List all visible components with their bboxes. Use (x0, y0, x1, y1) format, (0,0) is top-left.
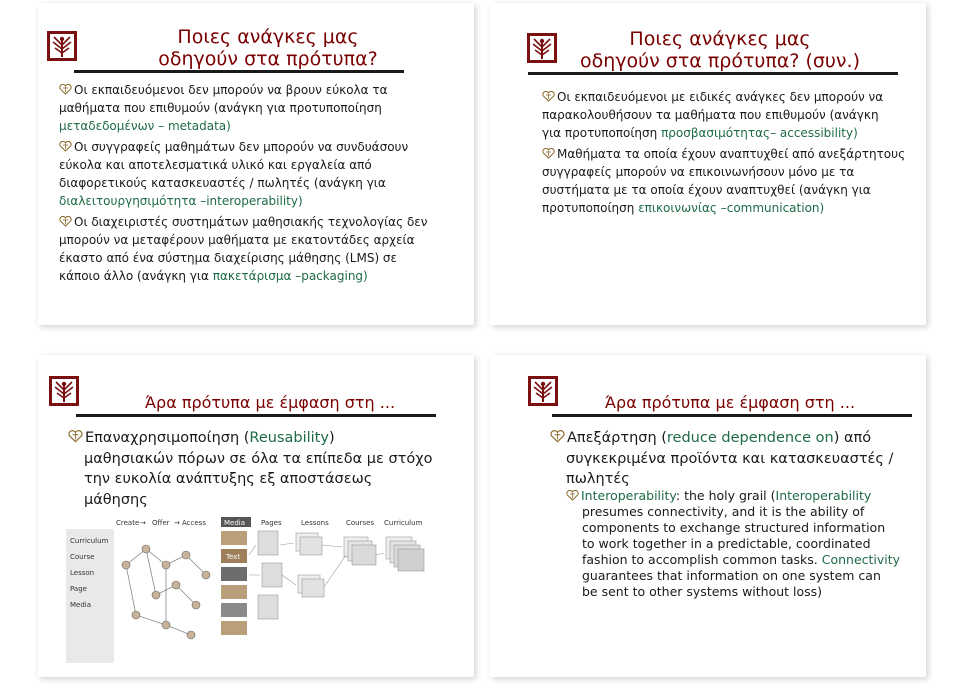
university-logo-icon (49, 376, 79, 406)
bullet-item: Μαθήματα τα οποία έχουν αναπτυχθεί από ανεξάρτητους συγγραφείς μπορούν να επικοινωνήσουν μόνο με τα συστήματα με τα οποία έχουν αναπτυχθεί (ανάγκη για προτυποποίηση επικοινωνίας –communication) (542, 147, 906, 215)
bullet-icon (59, 216, 72, 227)
slide-3-body: Επαναχρησιμοποίηση (Reusability) μαθησιακών πόρων σε όλα τα επίπεδα με στόχο την ευκολία ανάπτυξης εξ αποστάσεως μάθησης (68, 428, 468, 510)
bullet-item: Οι διαχειριστές συστημάτων μαθησιακής τεχνολογίας δεν μπορούν να μεταφέρουν μαθήματα με εκατοντάδες αρχεία έκαστο από ένα σύστημα διαχείρισης μάθησης (LMS) σε κάποιο άλλο (ανάγκη για πακετάρισμα –packaging) (59, 215, 428, 283)
level-label: Course (70, 553, 95, 561)
curriculum-column (384, 519, 424, 571)
slide-1-body (59, 81, 469, 288)
bullet-item: Οι εκπαιδευόμενοι με ειδικές ανάγκες δεν μπορούν να παρακολουθήσουν τα μαθήματα που επιθυμούν (ανάγκη για προτυποποίηση προσβασιμότητας– accessibility) (542, 90, 884, 140)
slide-4-sub-bullet: Interoperability: the holy grail (Interoperability presumes connectivity, and it is the ability of components to exchange structured information to work together in a predictable, coordinated fashion to accomplish common tasks. Connectivity guarantees that information on one system can be sent to other systems without loss) (566, 488, 926, 600)
title-underline (76, 414, 436, 417)
reusability-diagram (66, 515, 426, 665)
title-underline (74, 70, 404, 73)
bullet-item: Οι εκπαιδευόμενοι δεν μπορούν να βρουν εύκολα τα μαθήματα που επιθυμούν (ανάγκη για προτυποποίηση μεταδεδομένων – metadata) (59, 83, 388, 133)
slide-4-body: Απεξάρτηση (reduce dependence on) από συγκεκριμένα προϊόντα και κατασκευαστές / πωλητές (550, 428, 925, 490)
slide-2 (490, 3, 926, 325)
svg-text:Courses: Courses (346, 519, 375, 527)
levels-panel (66, 529, 114, 663)
bullet-icon (59, 141, 72, 152)
bullet-icon (542, 91, 555, 102)
courses-column (344, 519, 376, 565)
bullet-item: Οι συγγραφείς μαθημάτων δεν μπορούν να συνδυάσουν εύκολα και αποτελεσματικά υλικό και εργαλεία από διαφορετικούς κατασκευαστές / πωλητές (ανάγκη για διαλειτουργησιμότητα –interoperability) (59, 140, 409, 208)
university-logo-icon (528, 376, 558, 406)
text-card: Text (226, 553, 241, 561)
university-logo-icon (47, 31, 77, 61)
slide-1-title: Ποιες ανάγκες μας οδηγούν στα πρότυπα? (158, 26, 378, 70)
title-underline (552, 414, 912, 417)
svg-text:Media: Media (224, 519, 246, 527)
arrow-icon: → (174, 519, 180, 527)
slide-3-title: Άρα πρότυπα με έμφαση στη ... (144, 393, 396, 412)
slide-2-body (542, 88, 922, 220)
slide-2-title: Ποιες ανάγκες μας οδηγούν στα πρότυπα? (συν.) (579, 28, 860, 72)
level-label: Page (70, 585, 87, 593)
bullet-icon (550, 430, 565, 443)
slide-1 (38, 3, 474, 325)
bullet-icon (59, 84, 72, 95)
bullet-icon (68, 430, 83, 443)
svg-text:Pages: Pages (261, 519, 282, 527)
pages-column (258, 519, 282, 619)
bullet-icon (566, 490, 579, 501)
flow-label: Offer (152, 519, 170, 527)
level-label: Lesson (70, 569, 95, 577)
level-label: Media (70, 601, 92, 609)
title-underline (528, 72, 898, 75)
svg-text:Curriculum: Curriculum (384, 519, 423, 527)
level-label: Curriculum (70, 537, 109, 545)
flow-label: Create (116, 519, 140, 527)
slide-4-title: Άρα πρότυπα με έμφαση στη ... (604, 393, 856, 412)
svg-text:Lessons: Lessons (301, 519, 329, 527)
media-column (221, 517, 251, 635)
lessons-column (296, 519, 329, 597)
arrow-icon: → (140, 519, 146, 527)
flow-label: Access (182, 519, 206, 527)
bullet-icon (542, 148, 555, 159)
